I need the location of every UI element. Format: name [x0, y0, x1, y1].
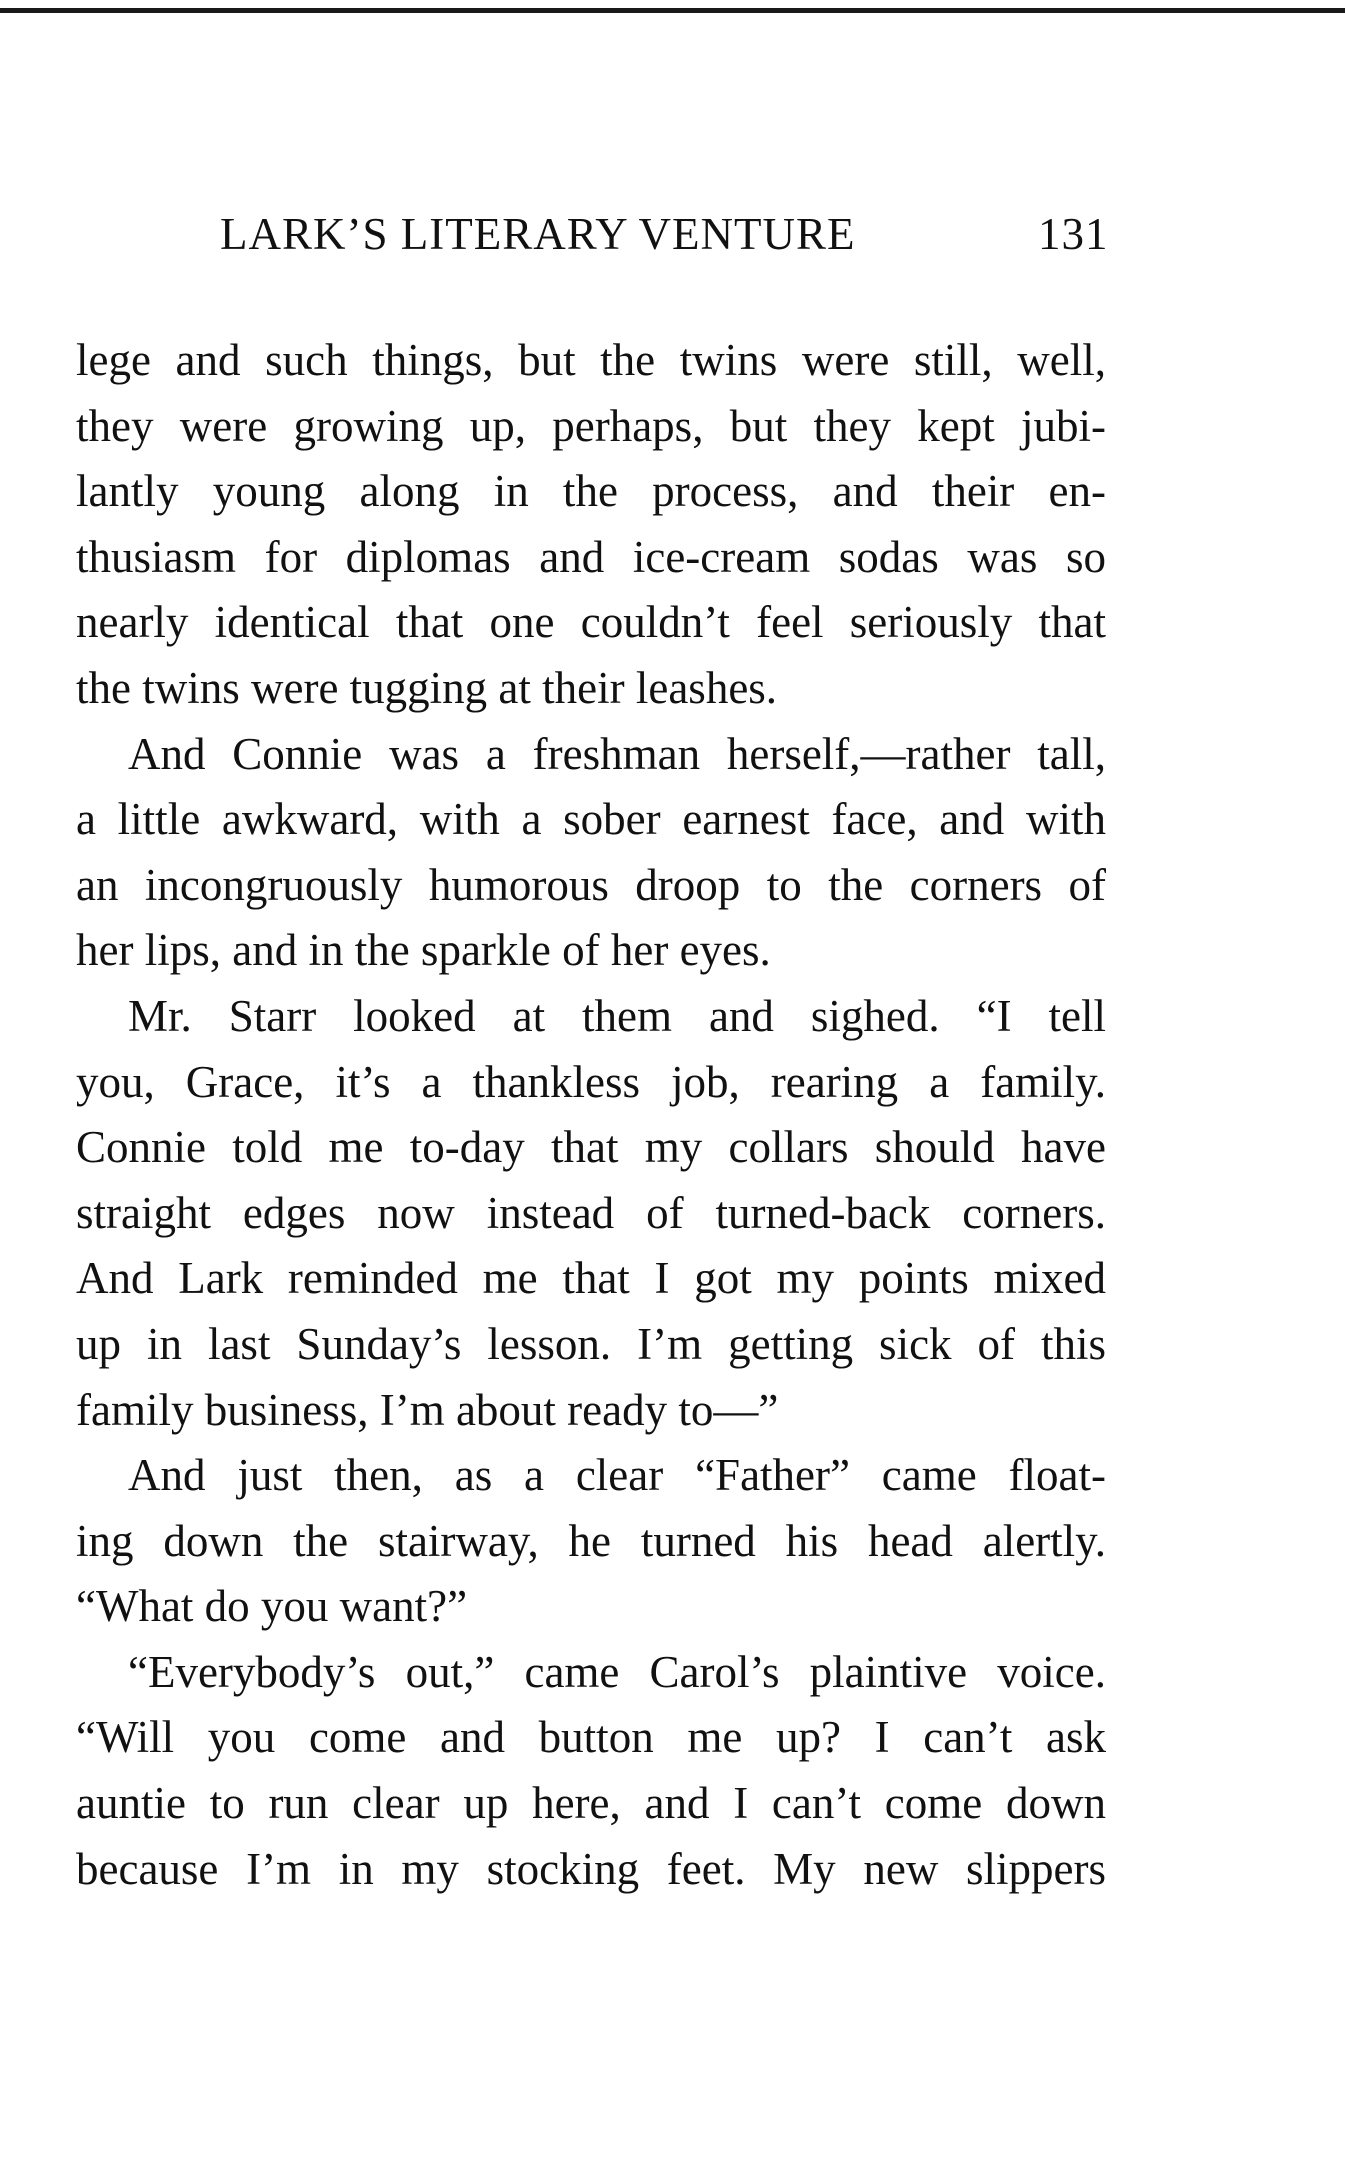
text-line: “What do you want?”	[76, 1581, 468, 1632]
text-line: lantly young along in the process, and their en-	[76, 466, 1106, 517]
text-line: because I’m in my stocking feet. My new slippers	[76, 1843, 1106, 1894]
body-text	[76, 328, 1106, 1902]
text-line: they were growing up, perhaps, but they kept jubi-	[76, 400, 1106, 451]
text-line: And Connie was a freshman herself,—rather tall,	[128, 728, 1106, 779]
text-line: auntie to run clear up here, and I can’t come down	[76, 1778, 1106, 1829]
text-line: And just then, as a clear “Father” came float-	[128, 1450, 1106, 1501]
text-line: “Everybody’s out,” came Carol’s plaintive voice.	[128, 1646, 1106, 1697]
text-line: “Will you come and button me up? I can’t ask	[76, 1712, 1106, 1763]
page-number: 131	[1038, 209, 1109, 259]
text-line: straight edges now instead of turned-back corners.	[76, 1187, 1106, 1238]
text-line: Mr. Starr looked at them and sighed. “I tell	[128, 990, 1106, 1041]
text-line: you, Grace, it’s a thankless job, rearing a family.	[76, 1056, 1106, 1107]
text-line: the twins were tugging at their leashes.	[76, 662, 778, 713]
text-line: a little awkward, with a sober earnest face, and with	[76, 794, 1106, 845]
text-line: Connie told me to-day that my collars should have	[76, 1122, 1106, 1173]
text-line: family business, I’m about ready to—”	[76, 1384, 779, 1435]
text-line: up in last Sunday’s lesson. I’m getting sick of this	[76, 1318, 1106, 1369]
text-line: lege and such things, but the twins were still, well,	[76, 335, 1106, 385]
text-line: And Lark reminded me that I got my points mixed	[76, 1253, 1106, 1304]
running-head	[220, 208, 1170, 268]
book-page	[76, 0, 1109, 2167]
text-line: an incongruously humorous droop to the corners of	[76, 859, 1106, 910]
running-head-title: LARK’S LITERARY VENTURE	[220, 209, 856, 259]
text-line: her lips, and in the sparkle of her eyes.	[76, 925, 771, 976]
text-line: thusiasm for diplomas and ice-cream sodas was so	[76, 531, 1106, 582]
text-line: ing down the stairway, he turned his head alertly.	[76, 1515, 1106, 1566]
text-line: nearly identical that one couldn’t feel seriously that	[76, 597, 1106, 648]
